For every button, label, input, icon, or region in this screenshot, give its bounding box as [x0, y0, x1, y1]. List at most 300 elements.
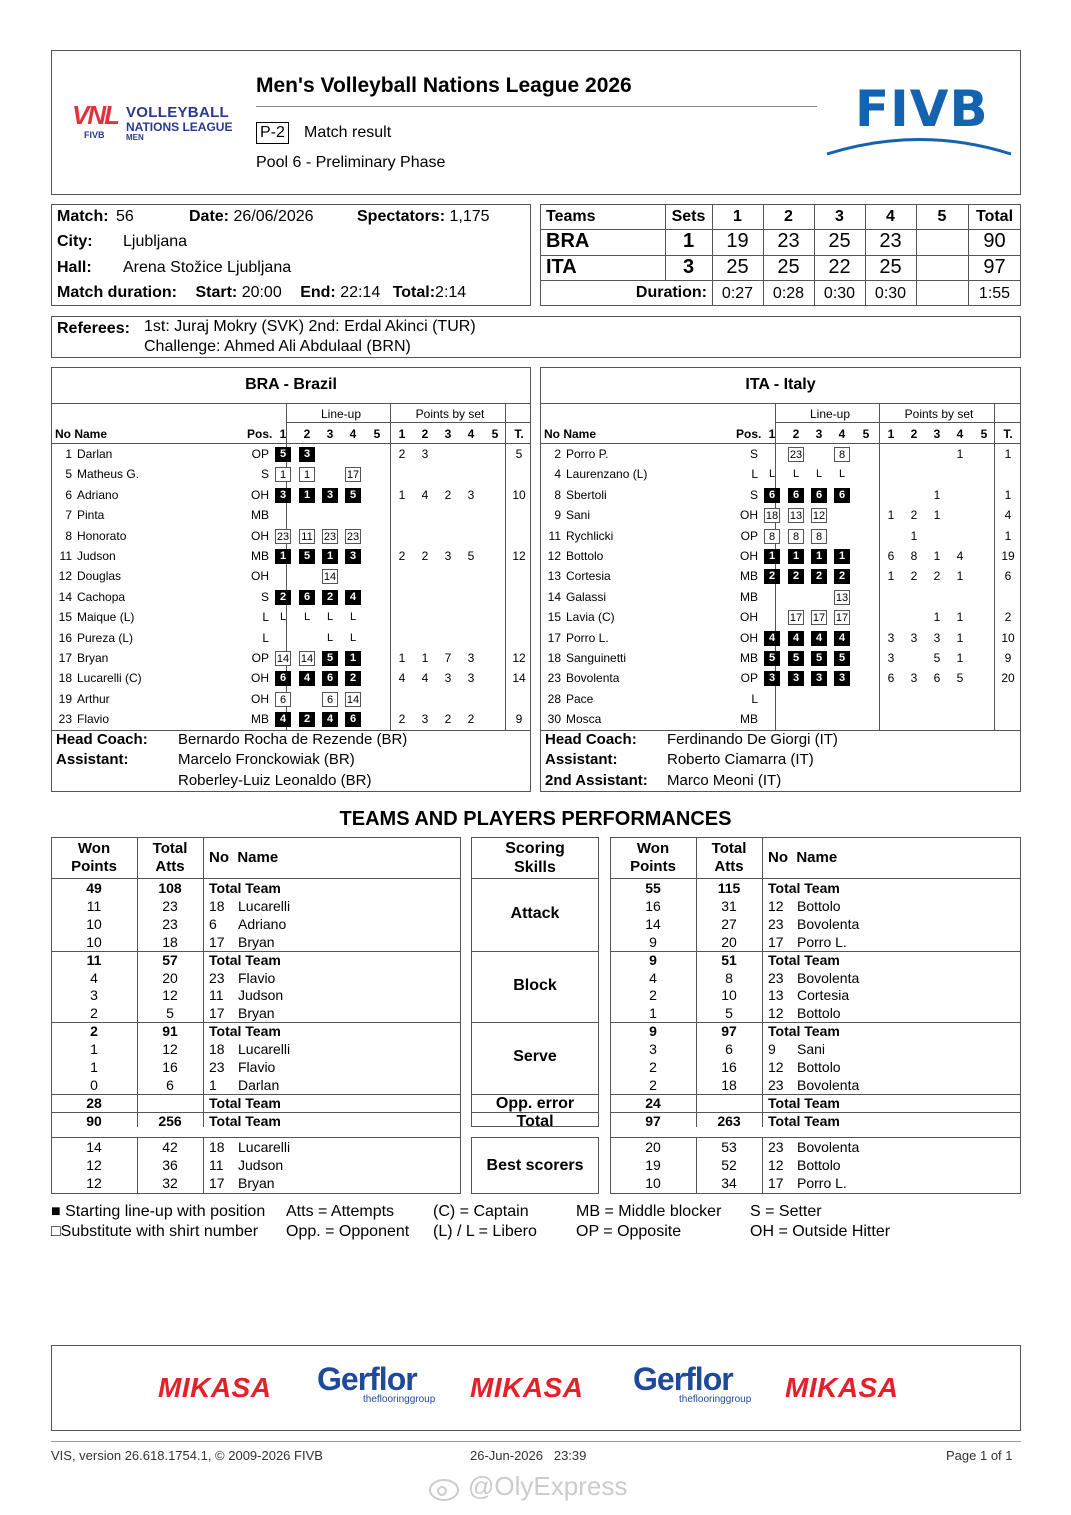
starting-position: 4	[764, 631, 780, 646]
substitute-number: 13	[789, 510, 803, 523]
substitute-number: 14	[300, 653, 314, 665]
score-team-total: 97	[983, 256, 1006, 278]
points-set-number: 4	[956, 427, 964, 441]
skill-name: Serve	[513, 1048, 557, 1066]
perf-ita-player-name: Total Team	[768, 1094, 840, 1111]
player-position: MB	[251, 549, 269, 563]
player-total-points: 6	[1004, 569, 1012, 584]
player-row	[51, 566, 531, 586]
perf-ita-player-no: 12	[768, 897, 784, 914]
player-total-points: 9	[515, 712, 523, 727]
player-number: 8	[65, 528, 72, 543]
legend-item: OH = Outside Hitter	[750, 1223, 891, 1240]
player-name: Pace	[566, 691, 594, 706]
starting-position: 1	[764, 549, 780, 564]
perf-ita-won: 9	[649, 933, 657, 950]
sponsor-mikasa-2: MIKASA	[470, 1372, 584, 1403]
score-set-points: 25	[777, 256, 800, 278]
points-set-number: 4	[467, 427, 475, 441]
vnl-line1: VOLLEYBALL	[126, 104, 229, 121]
assistant2-name: Roberley-Luiz Leonaldo (BR)	[178, 772, 372, 789]
score-team-sets: 1	[682, 230, 695, 252]
doc-type: Match result	[304, 124, 392, 141]
perf-ita-player-name: Total Team	[768, 1112, 840, 1129]
performance-title: TEAMS AND PLAYERS PERFORMANCES	[339, 808, 732, 830]
hall-label: Hall:	[57, 259, 92, 276]
player-row	[51, 709, 531, 729]
substitute-number: 17	[835, 612, 849, 625]
starting-position: 6	[299, 590, 315, 605]
vnl-logo	[72, 100, 237, 145]
skills-header: Skills	[514, 859, 556, 876]
starting-position: 4	[788, 631, 804, 646]
skill-name: Block	[513, 976, 557, 994]
score-set-points: 23	[777, 230, 800, 252]
starting-position: 2	[811, 569, 827, 584]
set-points: 2	[910, 569, 918, 584]
starting-position: 4	[834, 631, 850, 646]
player-row	[540, 505, 1021, 525]
starting-position: 4	[322, 712, 338, 727]
perf-ita-atts: 10	[721, 987, 737, 1004]
perf-bra-won: 0	[90, 1076, 98, 1093]
perf-ita-won: 10	[645, 1174, 661, 1191]
sponsor-mikasa-3: MIKASA	[785, 1372, 899, 1403]
perf-ita-atts: 51	[721, 951, 737, 968]
perf-skill-rule	[471, 951, 599, 952]
set-points: 4	[421, 487, 429, 502]
player-row	[540, 587, 1021, 607]
libero-marker: L	[303, 611, 311, 624]
perf-ita-atts-header: Atts	[714, 858, 744, 875]
substitute-number: 14	[323, 571, 337, 584]
set-points: 1	[933, 549, 941, 563]
lineup-set-number: 1	[768, 427, 776, 441]
score-set-points: 25	[726, 256, 749, 278]
lineup-header: Line-up	[809, 407, 851, 421]
player-row	[540, 709, 1021, 729]
perf-bra-atts: 12	[162, 987, 178, 1004]
perf-ita-points-header: Points	[630, 858, 676, 875]
perf-bra-atts: 36	[162, 1156, 178, 1173]
substitute-number: 8	[788, 529, 804, 544]
perf-bra-player-no: 18	[209, 1139, 225, 1155]
set-points: 3	[421, 712, 429, 727]
player-row	[51, 628, 531, 648]
roster-subheader-rule	[775, 422, 1021, 423]
score-set-points: 22	[828, 256, 851, 278]
coach-label: Head Coach:	[56, 731, 148, 748]
player-position: OP	[740, 671, 758, 686]
score-set-points: 25	[828, 230, 851, 252]
referees-line1: 1st: Juraj Mokry (SVK) 2nd: Erdal Akinci (TUR)	[144, 318, 476, 335]
perf-bra-atts: 6	[166, 1076, 174, 1093]
perf-ita-player-name: Bovolenta	[797, 1139, 860, 1155]
gerflor-2-name: Gerflor	[633, 1361, 733, 1397]
player-position: MB	[251, 508, 269, 523]
player-position: MB	[740, 712, 758, 727]
perf-bra-won: 11	[86, 897, 102, 914]
perf-bra-player-name: Bryan	[238, 1174, 275, 1191]
coach-label: Head Coach:	[545, 731, 637, 748]
starting-position: 3	[299, 447, 315, 462]
player-name: Pinta	[77, 508, 105, 523]
score-team-name: BRA	[546, 230, 590, 252]
perf-ita-player-name: Porro L.	[797, 933, 847, 950]
roster-title: ITA - Italy	[745, 376, 816, 393]
legend-item: □Substitute with shirt number	[51, 1223, 259, 1240]
libero-marker: L	[838, 468, 846, 481]
player-position: OP	[251, 651, 269, 665]
start-value: 20:00	[241, 284, 282, 301]
match-number: 56	[116, 208, 134, 225]
perf-ita-player-no: 17	[768, 1174, 784, 1191]
player-name: Darlan	[77, 447, 113, 461]
set-points: 3	[467, 671, 475, 686]
set-points: 2	[444, 487, 452, 502]
roster-title: BRA - Brazil	[245, 376, 337, 393]
starting-position: 1	[811, 549, 827, 564]
legend-item: (C) = Captain	[433, 1203, 529, 1220]
roster-subheader-rule	[286, 422, 531, 423]
player-number: 14	[547, 589, 561, 604]
starting-position: 2	[275, 590, 291, 605]
assistant-name: Roberto Ciamarra (IT)	[667, 751, 814, 768]
lineup-set-number: 5	[862, 427, 870, 441]
perf-ita-won: 2	[649, 1076, 657, 1093]
set-points: 2	[398, 447, 406, 461]
set-points: 6	[887, 549, 895, 563]
perf-bra-player-no: 1	[209, 1076, 217, 1093]
set-points: 4	[398, 671, 406, 686]
player-row	[51, 689, 531, 709]
footer-datetime: 26-Jun-2026 23:39	[470, 1448, 587, 1463]
starting-position: 1	[322, 549, 338, 564]
vnl-mark: VNL	[72, 100, 118, 130]
player-row	[51, 444, 531, 464]
player-number: 1	[65, 447, 72, 461]
fivb-logo	[825, 80, 1015, 160]
player-row	[540, 526, 1021, 546]
perf-bra-player-no: 11	[209, 987, 224, 1004]
perf-bra-player-no: 18	[209, 1041, 225, 1058]
starting-position: 5	[811, 651, 827, 666]
libero-marker: L	[768, 468, 776, 481]
set-points: 3	[421, 447, 429, 461]
substitute-number: 18	[765, 510, 779, 523]
starting-position: 3	[834, 671, 850, 686]
starting-position: 5	[322, 651, 338, 666]
set-points: 1	[398, 487, 406, 502]
player-number: 12	[547, 549, 561, 563]
page-title: Men's Volleyball Nations League 2026	[256, 74, 632, 97]
substitute-number: 1	[299, 467, 315, 482]
weibo-watermark-icon	[428, 1474, 462, 1502]
player-total-points: 9	[1004, 651, 1012, 665]
perf-bra-player-no: 17	[209, 1005, 225, 1022]
set-points: 5	[933, 651, 941, 665]
set-points: 1	[956, 610, 964, 625]
player-position: OH	[740, 508, 758, 523]
score-team-sets: 3	[682, 256, 695, 278]
player-position: MB	[740, 651, 758, 665]
player-position: MB	[740, 589, 758, 604]
starting-position: 6	[834, 488, 850, 503]
set-points: 1	[956, 630, 964, 645]
set-points: 7	[444, 651, 452, 665]
assistant-name: Marcelo Fronckowiak (BR)	[178, 751, 355, 768]
starting-position: 2	[834, 569, 850, 584]
pos-header: Pos.	[736, 427, 762, 441]
set-points: 1	[887, 508, 895, 523]
starting-position: 6	[322, 671, 338, 686]
sponsor-mikasa-1: MIKASA	[158, 1372, 272, 1403]
libero-marker: L	[326, 611, 334, 624]
perf-ita-atts: 27	[721, 915, 737, 932]
perf-ita-player-no: 13	[768, 987, 784, 1004]
score-set-points: 23	[879, 230, 902, 252]
match-duration-label: Match duration:	[57, 284, 177, 301]
perf-ita-noname-header: No Name	[768, 849, 838, 866]
score-team-name: ITA	[546, 256, 577, 278]
substitute-number: 8	[834, 447, 850, 462]
player-position: OH	[251, 569, 269, 584]
score-set-header: 3	[835, 208, 844, 225]
substitute-number: 23	[789, 449, 803, 461]
set-points: 2	[910, 508, 918, 523]
spectators-label: Spectators:	[357, 208, 446, 225]
player-name: Rychlicki	[566, 528, 614, 543]
player-number: 28	[547, 691, 561, 706]
vnl-fivb-mark: FIVB	[84, 130, 105, 140]
starting-position: 5	[764, 651, 780, 666]
player-name: Mosca	[566, 712, 602, 727]
total-label: Total:	[392, 284, 436, 301]
perf-bra-player-name: Judson	[238, 987, 284, 1004]
points-set-number: 1	[887, 427, 895, 441]
set-points: 4	[956, 549, 964, 563]
substitute-number: 17	[789, 612, 803, 625]
player-name: Douglas	[77, 569, 122, 584]
lineup-set-number: 4	[838, 427, 846, 441]
player-number: 12	[58, 569, 72, 584]
substitute-number: 1	[275, 467, 291, 482]
perf-ita-player-name: Bottolo	[797, 897, 841, 914]
watermark: @OlyExpress	[468, 1471, 628, 1501]
perf-ita-player-name: Cortesia	[797, 987, 850, 1004]
perf-bra-atts: 5	[166, 1005, 174, 1022]
set-points: 1	[933, 508, 941, 523]
perf-bra-player-no: 23	[209, 1059, 225, 1075]
player-position: L	[262, 610, 269, 625]
perf-bra-player-no: 6	[209, 915, 217, 932]
perf-bra-player-no: 17	[209, 1174, 225, 1191]
starting-position: 2	[764, 569, 780, 584]
player-name: Arthur	[77, 691, 110, 706]
player-name: Porro L.	[566, 630, 609, 645]
set-points: 1	[887, 569, 895, 584]
title-underline	[256, 106, 817, 107]
player-name: Sanguinetti	[566, 651, 627, 665]
starting-position: 1	[788, 549, 804, 564]
perf-bra-atts: 91	[162, 1023, 178, 1040]
perf-ita-atts: 5	[725, 1005, 733, 1022]
perf-ita-atts: 263	[717, 1112, 741, 1129]
player-row	[51, 546, 531, 566]
perf-bra-won: 12	[86, 1174, 102, 1191]
player-number: 2	[554, 447, 561, 461]
end-label: End:	[300, 284, 336, 301]
set-points: 3	[467, 651, 475, 665]
score-total-header: Total	[975, 208, 1014, 225]
player-total-points: 10	[512, 487, 526, 502]
score-set-header: 1	[733, 208, 742, 225]
player-total-points: 2	[1004, 610, 1012, 625]
perf-bra-won: 10	[86, 915, 102, 932]
scoring-header: Scoring	[505, 840, 565, 857]
set-points: 2	[444, 712, 452, 727]
player-number: 18	[58, 671, 72, 686]
player-number: 11	[548, 528, 561, 543]
date-label: Date:	[189, 208, 230, 225]
points-by-set-header: Points by set	[415, 407, 485, 421]
perf-ita-atts: 8	[725, 969, 733, 986]
player-total-points: 12	[512, 549, 526, 563]
starting-position: 5	[275, 447, 291, 462]
set-points: 3	[887, 630, 895, 645]
hall-value: Arena Stožice Ljubljana	[123, 259, 292, 276]
set-points: 1	[933, 487, 941, 502]
perf-bra-player-name: Judson	[238, 1156, 284, 1173]
substitute-number: 14	[276, 653, 290, 665]
player-row	[540, 648, 1021, 668]
player-row	[540, 607, 1021, 627]
perf-bra-won: 10	[86, 933, 102, 950]
perf-ita-won: 55	[645, 880, 661, 896]
perf-bra-won: 2	[90, 1023, 98, 1040]
set-points: 1	[956, 651, 964, 665]
player-row	[540, 566, 1021, 586]
referees-line2: Challenge: Ahmed Ali Abdulaal (BRN)	[144, 338, 411, 355]
perf-bra-atts: 23	[162, 897, 178, 914]
player-total-points: 1	[1004, 447, 1012, 461]
lineup-header: Line-up	[320, 407, 362, 421]
legend-item: Opp. = Opponent	[286, 1223, 410, 1240]
starting-position: 2	[345, 671, 361, 686]
perf-bra-player-name: Lucarelli	[238, 1139, 291, 1155]
perf-ita-player-name: Bovolenta	[797, 1076, 860, 1093]
perf-bra-noname-header: No Name	[209, 849, 279, 866]
set-points: 3	[444, 549, 452, 563]
perf-bra-player-no: 23	[209, 969, 225, 986]
perf-bra-player-no: 17	[209, 933, 225, 950]
perf-bra-won: 1	[90, 1059, 98, 1075]
player-position: L	[751, 691, 758, 706]
starting-position: 5	[299, 549, 315, 564]
libero-marker: L	[792, 468, 800, 481]
perf-ita-player-name: Bovolenta	[797, 915, 860, 932]
pos-header: Pos.	[247, 427, 273, 441]
set-points: 3	[887, 651, 895, 665]
total-header: T.	[514, 427, 524, 441]
perf-ita-player-name: Total Team	[768, 951, 840, 968]
starting-position: 1	[345, 651, 361, 666]
perf-ita-player-no: 17	[768, 933, 784, 950]
player-number: 15	[547, 610, 561, 625]
set-points: 1	[421, 651, 429, 665]
player-name: Lucarelli (C)	[77, 671, 142, 686]
player-row	[540, 628, 1021, 648]
perf-bra-player-name: Total Team	[209, 951, 281, 968]
total-duration: 1:55	[978, 285, 1011, 302]
libero-marker: L	[279, 611, 287, 624]
player-position: MB	[251, 712, 269, 727]
player-number: 7	[65, 508, 72, 523]
player-number: 5	[65, 467, 72, 482]
player-number: 4	[554, 467, 561, 482]
perf-ita-player-name: Total Team	[768, 880, 840, 896]
player-total-points: 4	[1004, 508, 1012, 523]
skill-name: Attack	[510, 905, 560, 922]
perf-ita-won: 16	[645, 897, 661, 914]
libero-marker: L	[349, 611, 357, 624]
points-by-set-header: Points by set	[904, 407, 974, 421]
player-number: 9	[554, 508, 561, 523]
starting-position: 4	[811, 631, 827, 646]
perf-ita-player-name: Sani	[797, 1041, 826, 1058]
set-points: 2	[398, 549, 406, 563]
player-row	[540, 689, 1021, 709]
player-name: Bovolenta	[566, 671, 620, 686]
perf-bra-won-header: Won	[77, 840, 111, 857]
starting-position: 1	[834, 549, 850, 564]
perf-bra-won: 11	[86, 951, 102, 968]
perf-ita-atts: 16	[721, 1059, 737, 1075]
perf-ita-player-no: 23	[768, 969, 784, 986]
perf-ita-atts: 97	[721, 1023, 737, 1040]
set-points: 6	[887, 671, 895, 686]
player-number: 6	[65, 487, 72, 502]
player-row	[540, 464, 1021, 484]
starting-position: 1	[275, 549, 291, 564]
player-position: OH	[251, 528, 269, 543]
vnl-line2: NATIONS LEAGUE	[126, 120, 233, 134]
libero-marker: L	[326, 631, 334, 644]
player-row	[51, 485, 531, 505]
player-position: OP	[740, 528, 758, 543]
perf-bra-player-name: Flavio	[238, 1059, 276, 1075]
perf-bra-player-name: Darlan	[238, 1076, 280, 1093]
perf-ita-atts: 53	[721, 1139, 737, 1155]
perf-bra-atts-header: Atts	[155, 858, 185, 875]
player-position: MB	[740, 569, 758, 584]
sponsor-gerflor-2	[633, 1362, 751, 1405]
starting-position: 5	[788, 651, 804, 666]
player-position: OH	[251, 487, 269, 502]
set-points: 2	[933, 569, 941, 584]
legend-item: MB = Middle blocker	[576, 1203, 722, 1220]
perf-skill-rule	[471, 1022, 599, 1023]
assistant-label: Assistant:	[545, 751, 618, 768]
perf-bra-player-name: Bryan	[238, 1005, 275, 1022]
perf-bra-won: 1	[90, 1041, 98, 1058]
substitute-number: 8	[811, 529, 827, 544]
perf-ita-player-name: Bottolo	[797, 1156, 841, 1173]
player-name: Galassi	[566, 589, 607, 604]
assistant2-name: Marco Meoni (IT)	[667, 772, 782, 789]
starting-position: 3	[811, 671, 827, 686]
player-position: S	[260, 589, 269, 604]
